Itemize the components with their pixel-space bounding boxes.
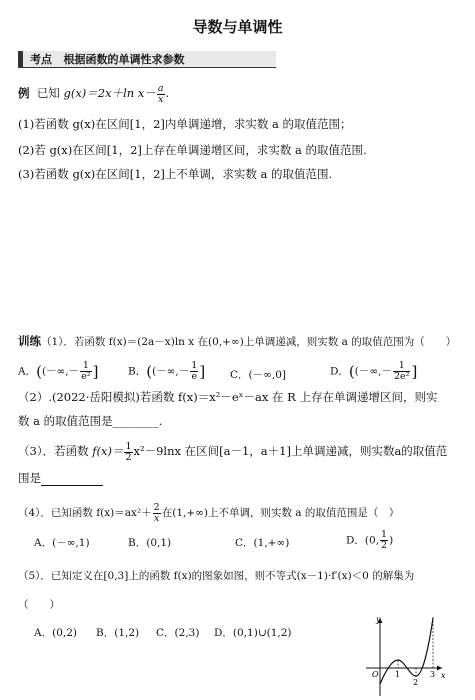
example-intro: 已知 [36,86,60,100]
q1-option-b[interactable]: B．((－∞,－ $\frac{1}{e}$ ] [128,360,206,382]
q4-stem: （4）．已知函数 f(x)＝ax²＋ $\frac{2}{x}$ 在(1,+∞)上不单调，则实数 a 的取值范围是（ ） [18,501,400,524]
graph-y-label: y [376,615,381,624]
q5-option-a[interactable]: A．(0,2) [34,627,77,639]
q2-line-1: （2）.(2022·岳阳模拟)若函数 f(x)＝x²－eˣ－ax 在 R 上存在单调递增区间，则实 [18,390,438,404]
example-part-2: (2)若 g(x)在区间[1，2]上存在单调递增区间，求实数 a 的取值范围. [18,143,367,157]
q5-option-d[interactable]: D．(0,1)∪(1,2) [214,627,292,639]
example-statement: 例 已知 g(x)＝2x＋ln x－ $\frac{a}{x}$ . [18,82,170,105]
graph-x-label: x [441,671,446,680]
q4-option-d[interactable]: D．(0, $\frac{1}{2}$ ) [346,529,394,551]
x-axis-arrow-icon [437,666,442,671]
q2-line-2: 数 a 的取值范围是________. [18,414,163,428]
q4-option-c[interactable]: C．(1,+∞) [235,537,290,549]
q4-option-a[interactable]: A．(－∞,1) [34,537,90,549]
section-title: 根据函数的单调性求参数 [63,53,185,66]
example-label: 例 [18,86,30,100]
q3-line-2: 围是 [18,470,103,486]
example-fraction: $\frac{a}{x}$ [157,82,164,105]
q5-function-graph [362,612,448,698]
q1-stem: （1）．若函数 f(x)＝(2a－x)ln x 在(0,+∞)上单调递减，则实数 a 的取值范围为（ ） [41,336,457,348]
q4-option-b[interactable]: B．(0,1) [128,537,172,549]
training-q1 [18,333,456,349]
example-part-1: (1)若函数 g(x)在区间[1，2]内单调递增，求实数 a 的取值范围； [18,117,352,131]
q5-option-c[interactable]: C．(2,3) [156,627,200,639]
q5-stem: （5）．已知定义在[0,3]上的函数 f(x)的图象如图，则不等式(x－1)·f′(x)＜0 的解集为 [18,570,415,582]
q5-option-b[interactable]: B．(1,2) [96,627,140,639]
q1-option-c[interactable]: C．(－∞,0] [230,369,287,381]
training-label: 训练 [18,334,41,348]
example-function: g(x)＝2x＋ln x－ [63,86,156,100]
q3-answer-blank[interactable] [41,471,103,486]
section-marker [18,51,23,68]
page-title: 导数与单调性 [192,18,283,36]
q1-option-a[interactable]: A．((－∞,－ $\frac{1}{\text{e²}}$ ] [18,360,99,382]
q5-options [18,625,348,643]
example-part-3: (3)若函数 g(x)在区间[1，2]上不单调，求实数 a 的取值范围. [18,167,333,181]
graph-origin-label: O [372,670,379,679]
graph-tick-2: 2 [413,678,419,687]
section-label: 考点 [30,53,52,66]
graph-tick-3: 3 [430,670,436,679]
graph-tick-1: 1 [395,670,401,679]
graph-curve [380,618,436,684]
q1-option-d[interactable]: D．((－∞,－ $\frac{1}{\text{2e²}}$ ] [330,360,418,382]
q1-options [18,357,468,385]
q5-paren: （ ） [18,599,60,611]
section-header [30,51,185,68]
q4-options [18,528,468,556]
q3-line-1: （3）．若函数 f(x)＝ $\frac{1}{2}$ x²－9lnx 在区间[a－1，a＋1]上单调递减，则实数a的取值范 [18,440,448,463]
